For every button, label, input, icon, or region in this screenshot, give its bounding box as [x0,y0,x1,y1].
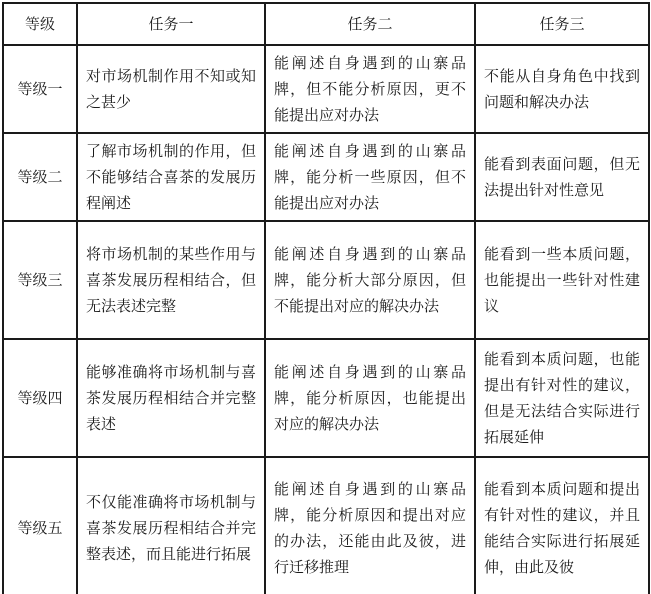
task-1-cell: 了解市场机制的作用，但不能够结合喜茶的发展历程阐述 [77,133,265,221]
header-task-1: 任务一 [77,3,265,45]
task-2-cell: 能阐述自身遇到的山寨品牌，能分析原因，也能提出对应的解决办法 [265,339,475,457]
task-1-cell: 对市场机制作用不知或知之甚少 [77,45,265,133]
header-level: 等级 [3,3,77,45]
grading-table [2,2,650,594]
table-row [3,339,649,457]
level-cell: 等级三 [3,221,77,339]
level-cell: 等级四 [3,339,77,457]
task-3-cell: 能看到本质问题和提出有针对性的建议，并且能结合实际进行拓展延伸，由此及彼 [475,457,649,594]
task-3-cell: 能看到本质问题，也能提出有针对性的建议，但是无法结合实际进行拓展延伸 [475,339,649,457]
task-3-cell: 能看到表面问题，但无法提出针对性意见 [475,133,649,221]
header-row [3,3,649,45]
table-row [3,457,649,594]
task-1-cell: 能够准确将市场机制与喜茶发展历程相结合并完整表述 [77,339,265,457]
level-cell: 等级五 [3,457,77,594]
task-2-cell: 能阐述自身遇到的山寨品牌，能分析大部分原因，但不能提出对应的解决办法 [265,221,475,339]
task-2-cell: 能阐述自身遇到的山寨品牌，能分析一些原因，但不能提出应对办法 [265,133,475,221]
table-row [3,221,649,339]
task-3-cell: 不能从自身角色中找到问题和解决办法 [475,45,649,133]
table-row [3,133,649,221]
level-cell: 等级二 [3,133,77,221]
task-3-cell: 能看到一些本质问题，也能提出一些针对性建议 [475,221,649,339]
level-cell: 等级一 [3,45,77,133]
table-row [3,45,649,133]
task-1-cell: 不仅能准确将市场机制与喜茶发展历程相结合并完整表述，而且能进行拓展 [77,457,265,594]
task-2-cell: 能阐述自身遇到的山寨品牌，能分析原因和提出对应的办法，还能由此及彼，进行迁移推理 [265,457,475,594]
task-2-cell: 能阐述自身遇到的山寨品牌，但不能分析原因，更不能提出应对办法 [265,45,475,133]
header-task-2: 任务二 [265,3,475,45]
header-task-3: 任务三 [475,3,649,45]
task-1-cell: 将市场机制的某些作用与喜茶发展历程相结合，但无法表述完整 [77,221,265,339]
